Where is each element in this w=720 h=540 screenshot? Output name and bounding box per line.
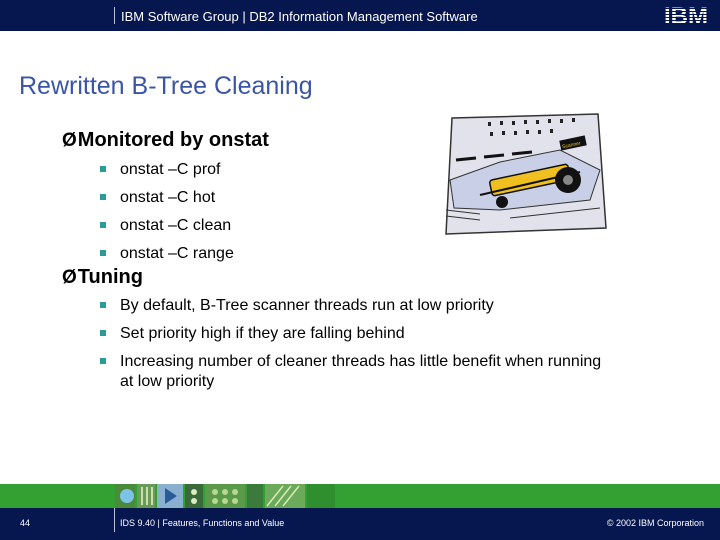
square-bullet-icon — [100, 330, 106, 336]
footer-bar — [0, 508, 720, 540]
square-bullet-icon — [100, 358, 106, 364]
list-item-text: onstat –C prof — [120, 161, 221, 178]
square-bullet-icon — [100, 166, 106, 172]
section-heading-text: Tuning — [77, 266, 143, 288]
header-bar — [0, 0, 720, 31]
square-bullet-icon — [100, 194, 106, 200]
footer-tiles-graphic — [115, 484, 335, 508]
footer-decorative-strip — [0, 484, 720, 508]
header-text: IBM Software Group | DB2 Information Management Software — [121, 9, 478, 24]
list-item-text: Set priority high if they are falling behind — [120, 325, 405, 342]
square-bullet-icon — [100, 222, 106, 228]
list-item-text: Increasing number of cleaner threads has little benefit when running at low priority — [120, 353, 602, 390]
clipart-label: Scanner — [561, 140, 582, 151]
front-wheel — [496, 196, 508, 208]
list-item-text: By default, B-Tree scanner threads run at low priority — [120, 297, 494, 314]
ibm-logo — [660, 3, 712, 27]
copyright-text: © 2002 IBM Corporation — [606, 518, 704, 528]
list-item-text: onstat –C clean — [120, 217, 232, 234]
ibm-logo-text: IBM — [664, 3, 708, 27]
list-item-text: onstat –C range — [120, 245, 234, 262]
footer-text: IDS 9.40 | Features, Functions and Value — [120, 518, 285, 528]
page-number: 44 — [20, 518, 31, 528]
arrow-bullet-icon: Ø — [62, 130, 77, 151]
slide-title: Rewritten B-Tree Cleaning — [19, 72, 313, 100]
footer-separator — [114, 508, 115, 532]
section-heading-text: Monitored by onstat — [77, 129, 269, 151]
scanner-clipart — [440, 110, 610, 240]
section-heading-monitored — [62, 129, 269, 152]
square-bullet-icon — [100, 250, 106, 256]
arrow-bullet-icon: Ø — [62, 267, 77, 288]
header-separator — [114, 7, 115, 24]
section-heading-tuning — [62, 266, 143, 289]
square-bullet-icon — [100, 302, 106, 308]
list-item-text: onstat –C hot — [120, 189, 216, 206]
